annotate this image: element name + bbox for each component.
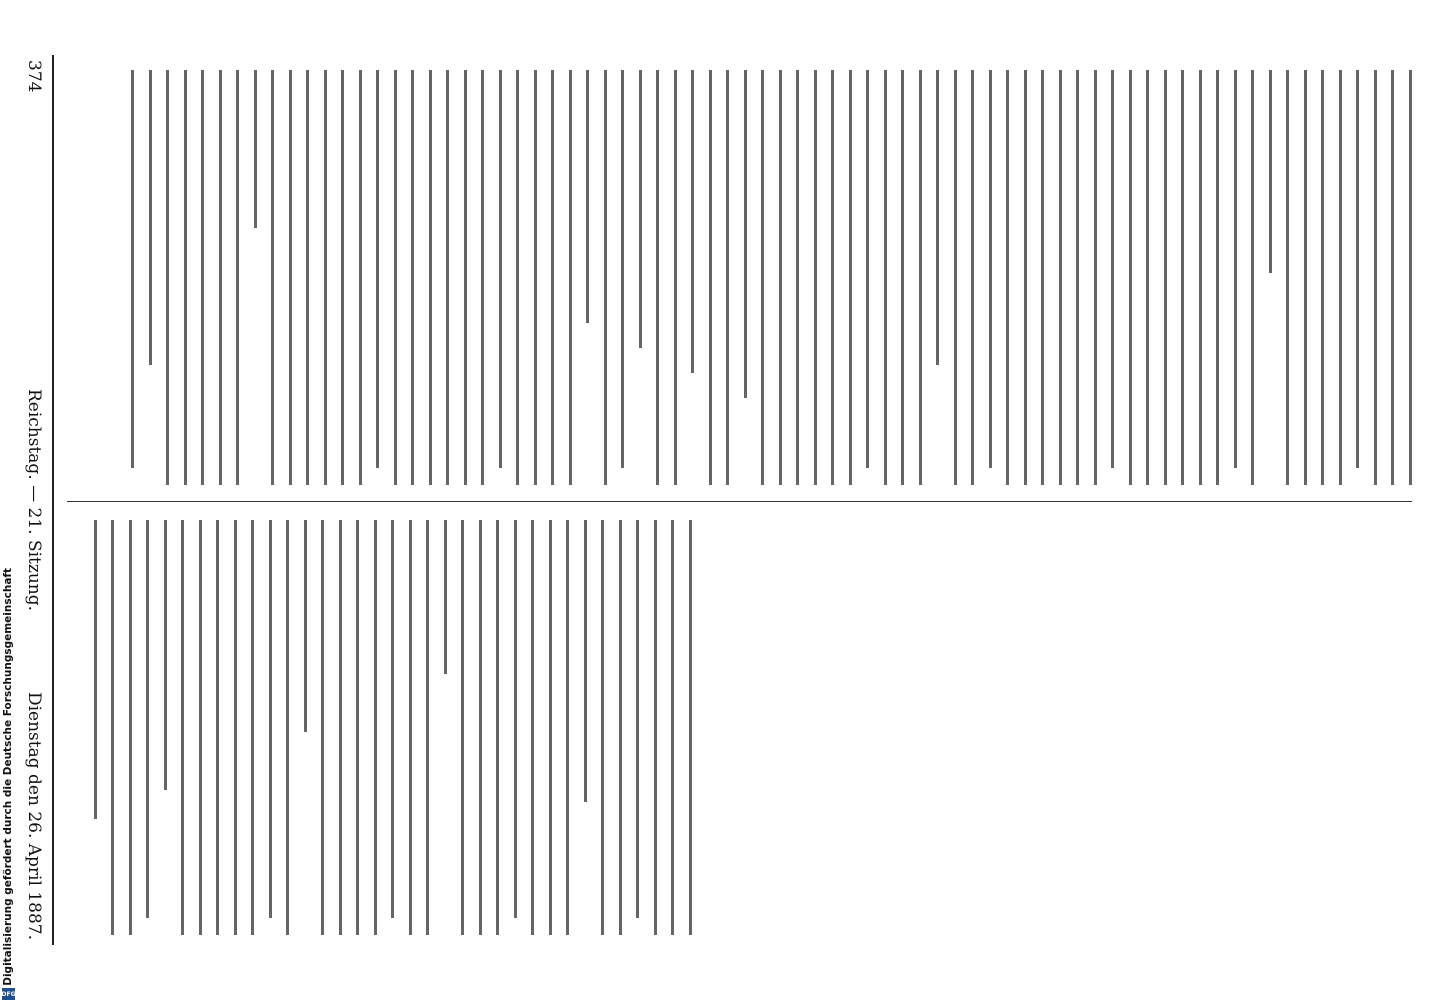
text-line bbox=[377, 70, 380, 468]
text-line bbox=[1322, 70, 1325, 485]
text-line bbox=[254, 70, 257, 228]
text-line bbox=[112, 520, 115, 935]
text-line bbox=[689, 520, 692, 935]
text-line bbox=[499, 70, 502, 468]
text-line bbox=[374, 520, 377, 935]
text-line bbox=[514, 520, 517, 918]
text-line bbox=[972, 70, 975, 485]
text-line bbox=[394, 70, 397, 485]
session-title: Reichstag. — 21. Sitzung. bbox=[24, 388, 44, 612]
text-line bbox=[692, 70, 695, 373]
digitization-credit: Digitalisierung gefördert durch die Deutsche Forschungsgemeinschaft bbox=[2, 568, 14, 986]
text-line bbox=[1252, 70, 1255, 485]
text-line bbox=[937, 70, 940, 365]
text-line bbox=[1304, 70, 1307, 485]
text-line bbox=[654, 520, 657, 935]
text-line bbox=[357, 520, 360, 935]
text-line bbox=[1077, 70, 1080, 485]
text-line bbox=[954, 70, 957, 485]
text-line bbox=[1374, 70, 1377, 485]
text-line bbox=[674, 70, 677, 485]
text-line bbox=[479, 520, 482, 935]
text-line bbox=[289, 70, 292, 485]
text-line bbox=[672, 520, 675, 935]
text-line bbox=[217, 520, 220, 935]
text-line bbox=[167, 70, 170, 485]
text-line bbox=[199, 520, 202, 935]
text-line bbox=[307, 70, 310, 485]
text-line bbox=[482, 70, 485, 485]
text-line bbox=[779, 70, 782, 485]
text-line bbox=[532, 520, 535, 935]
text-line bbox=[1339, 70, 1342, 485]
text-line bbox=[902, 70, 905, 485]
text-line bbox=[587, 70, 590, 323]
text-line bbox=[814, 70, 817, 485]
text-line bbox=[832, 70, 835, 485]
text-line bbox=[429, 70, 432, 485]
text-line bbox=[1094, 70, 1097, 485]
text-line bbox=[762, 70, 765, 485]
text-line bbox=[1059, 70, 1062, 485]
text-line bbox=[849, 70, 852, 485]
text-line bbox=[1234, 70, 1237, 468]
text-line bbox=[149, 70, 152, 365]
text-line bbox=[567, 520, 570, 935]
text-line bbox=[132, 70, 135, 468]
text-line bbox=[619, 520, 622, 935]
text-line bbox=[797, 70, 800, 485]
text-line bbox=[342, 70, 345, 485]
text-column-left bbox=[67, 70, 1412, 485]
text-line bbox=[1147, 70, 1150, 485]
text-line bbox=[604, 70, 607, 485]
text-line bbox=[324, 70, 327, 485]
text-line bbox=[202, 70, 205, 485]
text-line bbox=[304, 520, 307, 732]
text-line bbox=[412, 70, 415, 485]
text-line bbox=[584, 520, 587, 802]
text-line bbox=[234, 520, 237, 935]
text-line bbox=[1129, 70, 1132, 485]
session-date: Dienstag den 26. April 1887. bbox=[24, 691, 44, 940]
text-line bbox=[1112, 70, 1115, 468]
text-column-right bbox=[67, 520, 692, 935]
text-line bbox=[1042, 70, 1045, 485]
text-line bbox=[1392, 70, 1395, 485]
header-rule bbox=[52, 55, 54, 945]
text-line bbox=[147, 520, 150, 918]
text-line bbox=[709, 70, 712, 485]
text-line bbox=[497, 520, 500, 935]
text-line bbox=[462, 520, 465, 935]
text-line bbox=[637, 520, 640, 918]
text-line bbox=[272, 70, 275, 485]
text-line bbox=[552, 70, 555, 485]
text-line bbox=[1164, 70, 1167, 485]
text-line bbox=[919, 70, 922, 485]
text-line bbox=[867, 70, 870, 468]
text-line bbox=[744, 70, 747, 398]
text-line bbox=[1007, 70, 1010, 485]
text-line bbox=[94, 520, 97, 819]
text-line bbox=[392, 520, 395, 918]
text-line bbox=[1287, 70, 1290, 485]
text-line bbox=[427, 520, 430, 935]
text-line bbox=[129, 520, 132, 935]
text-line bbox=[657, 70, 660, 485]
text-line bbox=[639, 70, 642, 348]
text-line bbox=[602, 520, 605, 935]
text-line bbox=[444, 520, 447, 674]
text-line bbox=[989, 70, 992, 468]
text-line bbox=[1357, 70, 1360, 468]
column-divider bbox=[67, 501, 1412, 502]
text-line bbox=[182, 520, 185, 935]
text-line bbox=[1024, 70, 1027, 485]
text-line bbox=[622, 70, 625, 468]
text-line bbox=[164, 520, 167, 790]
text-line bbox=[884, 70, 887, 485]
text-line bbox=[1409, 70, 1412, 485]
text-line bbox=[517, 70, 520, 485]
text-line bbox=[237, 70, 240, 485]
text-line bbox=[1182, 70, 1185, 485]
text-line bbox=[464, 70, 467, 485]
text-line bbox=[287, 520, 290, 935]
text-line bbox=[252, 520, 255, 935]
text-line bbox=[1269, 70, 1272, 273]
digitization-sidebar bbox=[0, 0, 18, 1000]
text-line bbox=[184, 70, 187, 485]
text-line bbox=[447, 70, 450, 485]
text-line bbox=[569, 70, 572, 485]
text-line bbox=[549, 520, 552, 935]
text-line bbox=[727, 70, 730, 485]
text-line bbox=[409, 520, 412, 935]
text-line bbox=[339, 520, 342, 935]
text-line bbox=[269, 520, 272, 918]
text-line bbox=[1217, 70, 1220, 485]
text-line bbox=[359, 70, 362, 485]
text-line bbox=[1199, 70, 1202, 485]
text-line bbox=[219, 70, 222, 485]
text-line bbox=[534, 70, 537, 485]
page-number: 374 bbox=[24, 60, 44, 93]
dfg-logo-icon: DFG bbox=[2, 988, 15, 1000]
text-line bbox=[322, 520, 325, 935]
